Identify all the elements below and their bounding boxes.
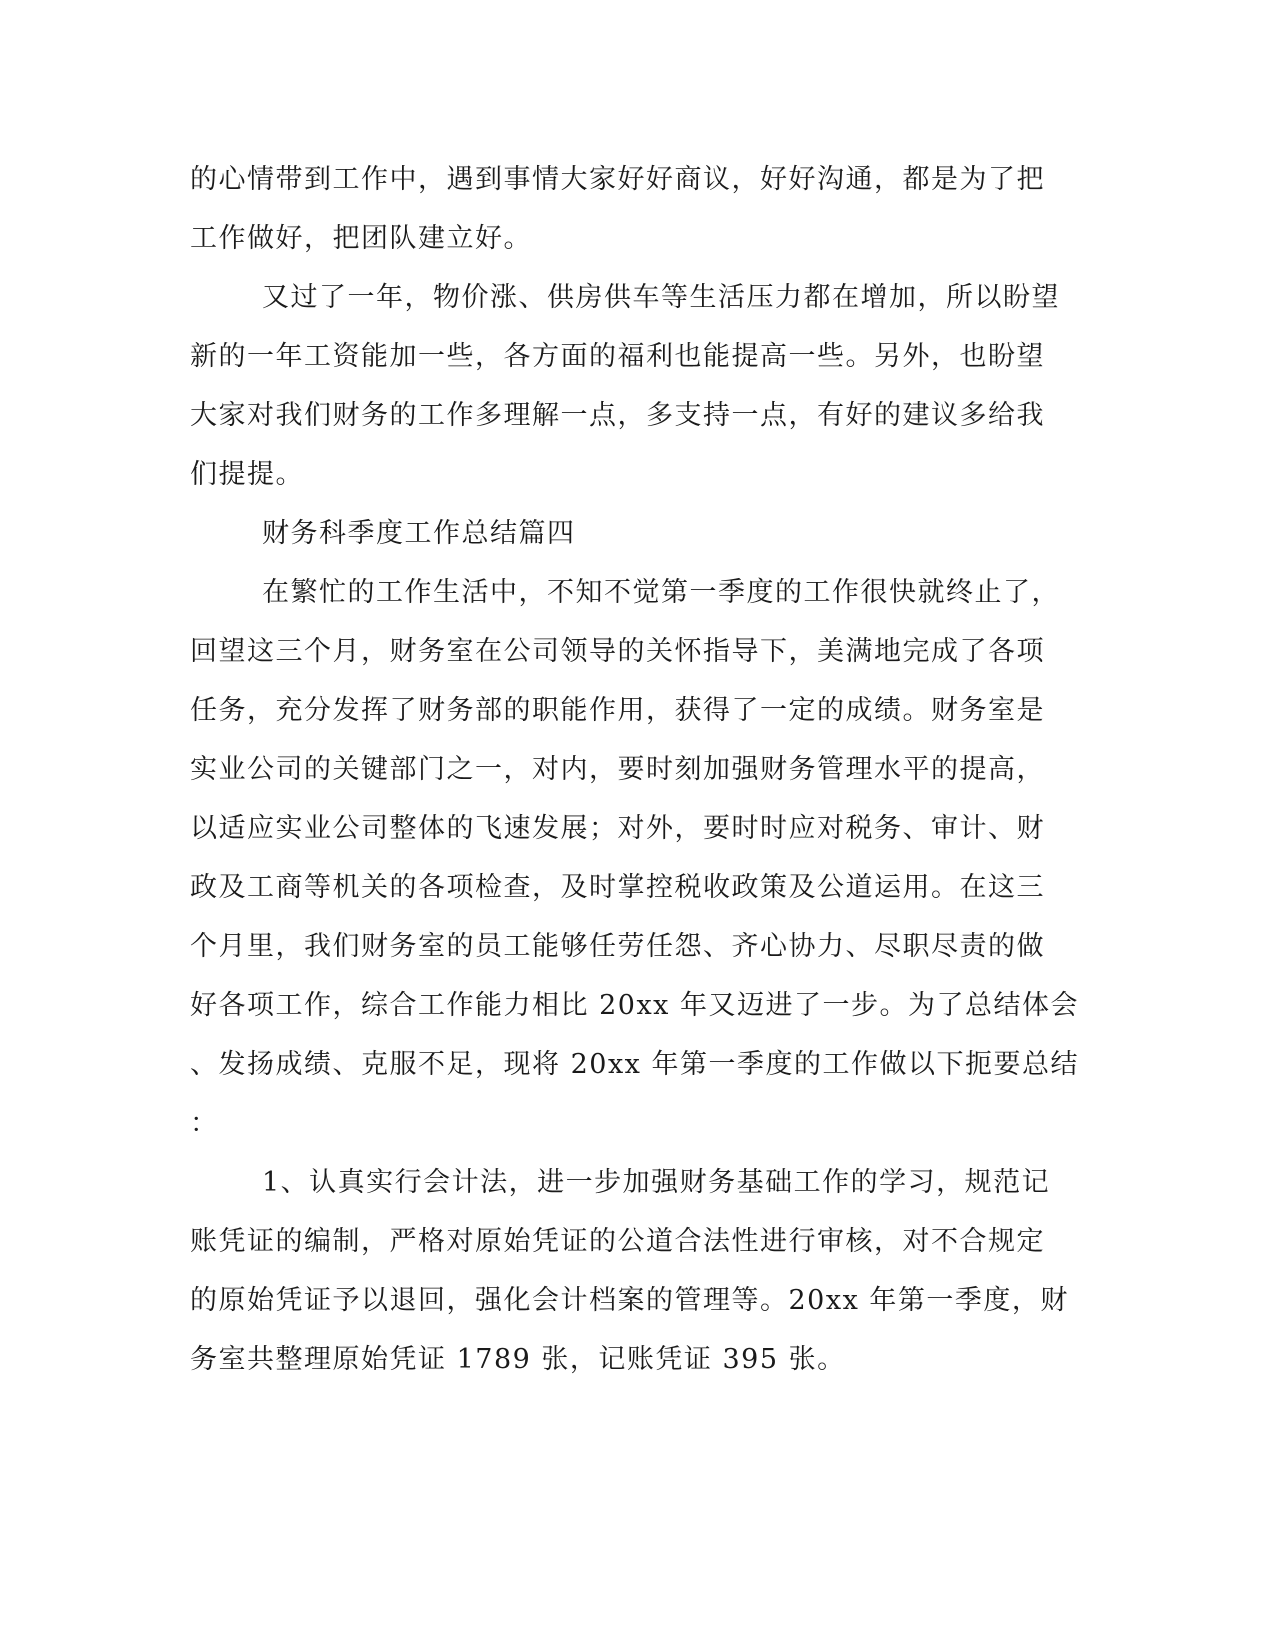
text-line: 任务，充分发挥了财务部的职能作用，获得了一定的成绩。财务室是 bbox=[190, 695, 1045, 726]
section-heading: 财务科季度工作总结篇四 bbox=[262, 518, 576, 549]
text-line: 的心情带到工作中，遇到事情大家好好商议，好好沟通，都是为了把 bbox=[190, 164, 1045, 195]
text-line: 又过了一年，物价涨、供房供车等生活压力都在增加，所以盼望 bbox=[262, 282, 1060, 313]
text-line: 新的一年工资能加一些，各方面的福利也能提高一些。另外，也盼望 bbox=[190, 341, 1045, 372]
text-line: 1、认真实行会计法，进一步加强财务基础工作的学习，规范记 bbox=[262, 1167, 1051, 1198]
text-line: 、发扬成绩、克服不足，现将 20xx 年第一季度的工作做以下扼要总结 bbox=[190, 1049, 1079, 1080]
text-line: 在繁忙的工作生活中，不知不觉第一季度的工作很快就终止了， bbox=[262, 577, 1060, 608]
text-line: 以适应实业公司整体的飞速发展；对外，要时时应对税务、审计、财 bbox=[190, 813, 1045, 844]
text-line: ： bbox=[190, 1108, 219, 1139]
text-line: 好各项工作，综合工作能力相比 20xx 年又迈进了一步。为了总结体会 bbox=[190, 990, 1079, 1021]
text-line: 的原始凭证予以退回，强化会计档案的管理等。20xx 年第一季度，财 bbox=[190, 1285, 1069, 1316]
text-line: 个月里，我们财务室的员工能够任劳任怨、齐心协力、尽职尽责的做 bbox=[190, 931, 1045, 962]
text-line: 回望这三个月，财务室在公司领导的关怀指导下，美满地完成了各项 bbox=[190, 636, 1045, 667]
text-line: 实业公司的关键部门之一，对内，要时刻加强财务管理水平的提高， bbox=[190, 754, 1045, 785]
text-line: 们提提。 bbox=[190, 459, 304, 490]
text-line: 政及工商等机关的各项检查，及时掌控税收政策及公道运用。在这三 bbox=[190, 872, 1045, 903]
text-line: 大家对我们财务的工作多理解一点，多支持一点，有好的建议多给我 bbox=[190, 400, 1045, 431]
text-line: 账凭证的编制，严格对原始凭证的公道合法性进行审核，对不合规定 bbox=[190, 1226, 1045, 1257]
text-line: 务室共整理原始凭证 1789 张，记账凭证 395 张。 bbox=[190, 1344, 846, 1375]
text-line: 工作做好，把团队建立好。 bbox=[190, 223, 532, 254]
